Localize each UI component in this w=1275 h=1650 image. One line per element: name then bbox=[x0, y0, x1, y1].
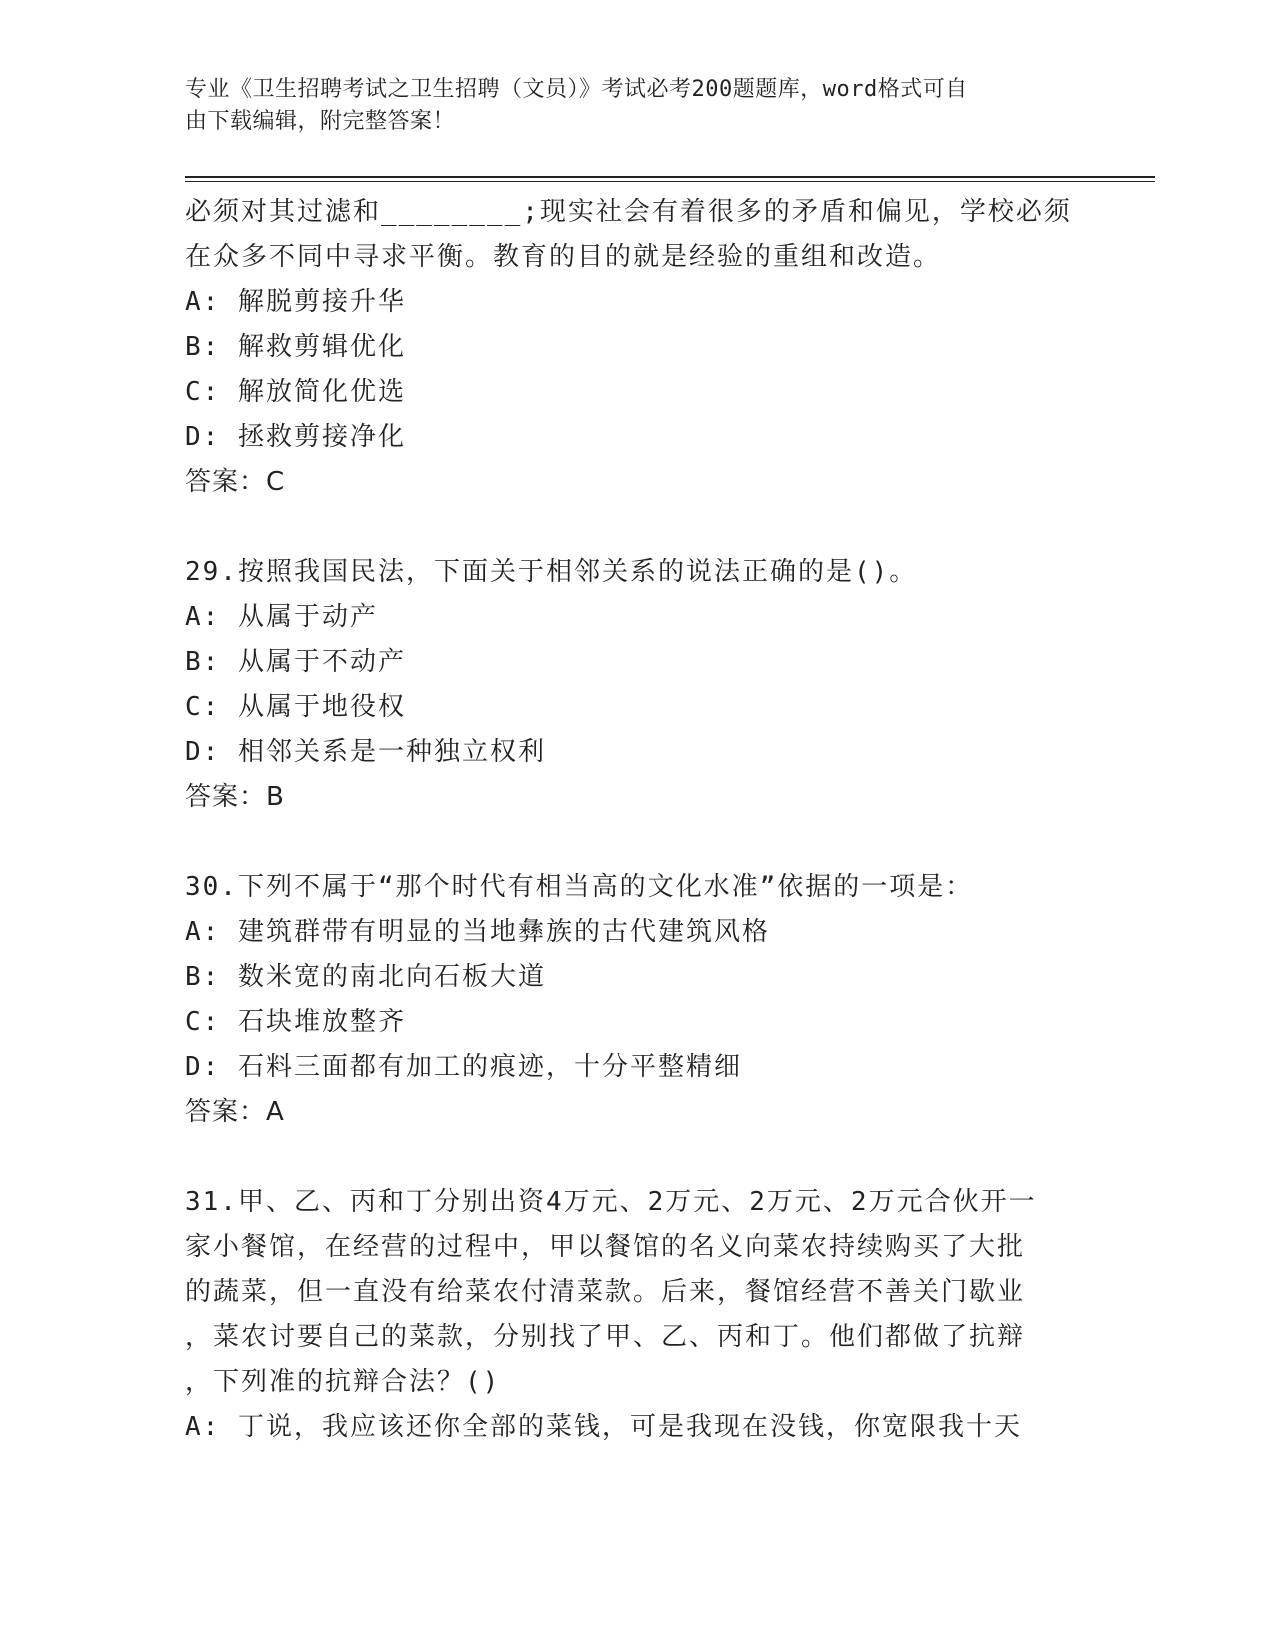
question-29 bbox=[185, 550, 1085, 820]
header-rule-thin bbox=[185, 181, 1155, 182]
question-spacer bbox=[185, 820, 1085, 865]
option-d: D: 拯救剪接净化 bbox=[185, 422, 406, 452]
option-d: D: 相邻关系是一种独立权利 bbox=[185, 737, 546, 767]
option-d: D: 石料三面都有加工的痕迹，十分平整精细 bbox=[185, 1052, 742, 1082]
option-a: A: 丁说，我应该还你全部的菜钱，可是我现在没钱，你宽限我十天 bbox=[185, 1412, 1022, 1442]
question-spacer bbox=[185, 1135, 1085, 1180]
document-header bbox=[185, 74, 1065, 138]
question-stem-line: ，菜农讨要自己的菜款，分别找了甲、乙、丙和丁。他们都做了抗辩 bbox=[185, 1322, 1026, 1352]
question-30 bbox=[185, 865, 1085, 1135]
option-a: A: 建筑群带有明显的当地彝族的古代建筑风格 bbox=[185, 917, 770, 947]
option-b: B: 数米宽的南北向石板大道 bbox=[185, 962, 546, 992]
question-stem-line: 在众多不同中寻求平衡。教育的目的就是经验的重组和改造。 bbox=[185, 242, 942, 272]
question-spacer bbox=[185, 505, 1085, 550]
header-line-2: 由下载编辑，附完整答案！ bbox=[185, 109, 456, 134]
option-b: B: 解救剪辑优化 bbox=[185, 332, 406, 362]
question-stem-line: 家小餐馆，在经营的过程中，甲以餐馆的名义向菜农持续购买了大批 bbox=[185, 1232, 1026, 1262]
question-stem-line: 的蔬菜，但一直没有给菜农付清菜款。后来，餐馆经营不善关门歇业 bbox=[185, 1277, 1026, 1307]
option-a: A: 从属于动产 bbox=[185, 602, 378, 632]
question-stem-line: 必须对其过滤和________;现实社会有着很多的矛盾和偏见，学校必须 bbox=[185, 197, 1072, 227]
answer-line: 答案：B bbox=[185, 782, 285, 812]
answer-line: 答案：C bbox=[185, 467, 286, 497]
option-c: C: 石块堆放整齐 bbox=[185, 1007, 406, 1037]
question-stem-line: 31.甲、乙、丙和丁分别出资4万元、2万元、2万元、2万元合伙开一 bbox=[185, 1187, 1037, 1217]
header-rule-thick bbox=[185, 176, 1155, 178]
option-c: C: 解放简化优选 bbox=[185, 377, 406, 407]
question-31 bbox=[185, 1180, 1085, 1450]
question-28 bbox=[185, 190, 1085, 505]
option-a: A: 解脱剪接升华 bbox=[185, 287, 406, 317]
question-stem-line: 29.按照我国民法，下面关于相邻关系的说法正确的是()。 bbox=[185, 557, 918, 587]
option-c: C: 从属于地役权 bbox=[185, 692, 406, 722]
question-stem-line: ，下列准的抗辩合法？() bbox=[185, 1367, 501, 1397]
question-stem-line: 30.下列不属于“那个时代有相当高的文化水准”依据的一项是： bbox=[185, 872, 974, 902]
answer-line: 答案：A bbox=[185, 1097, 285, 1127]
option-b: B: 从属于不动产 bbox=[185, 647, 406, 677]
header-line-1: 专业《卫生招聘考试之卫生招聘（文员）》考试必考200题题库，word格式可自 bbox=[185, 77, 968, 102]
question-list bbox=[185, 190, 1085, 1450]
